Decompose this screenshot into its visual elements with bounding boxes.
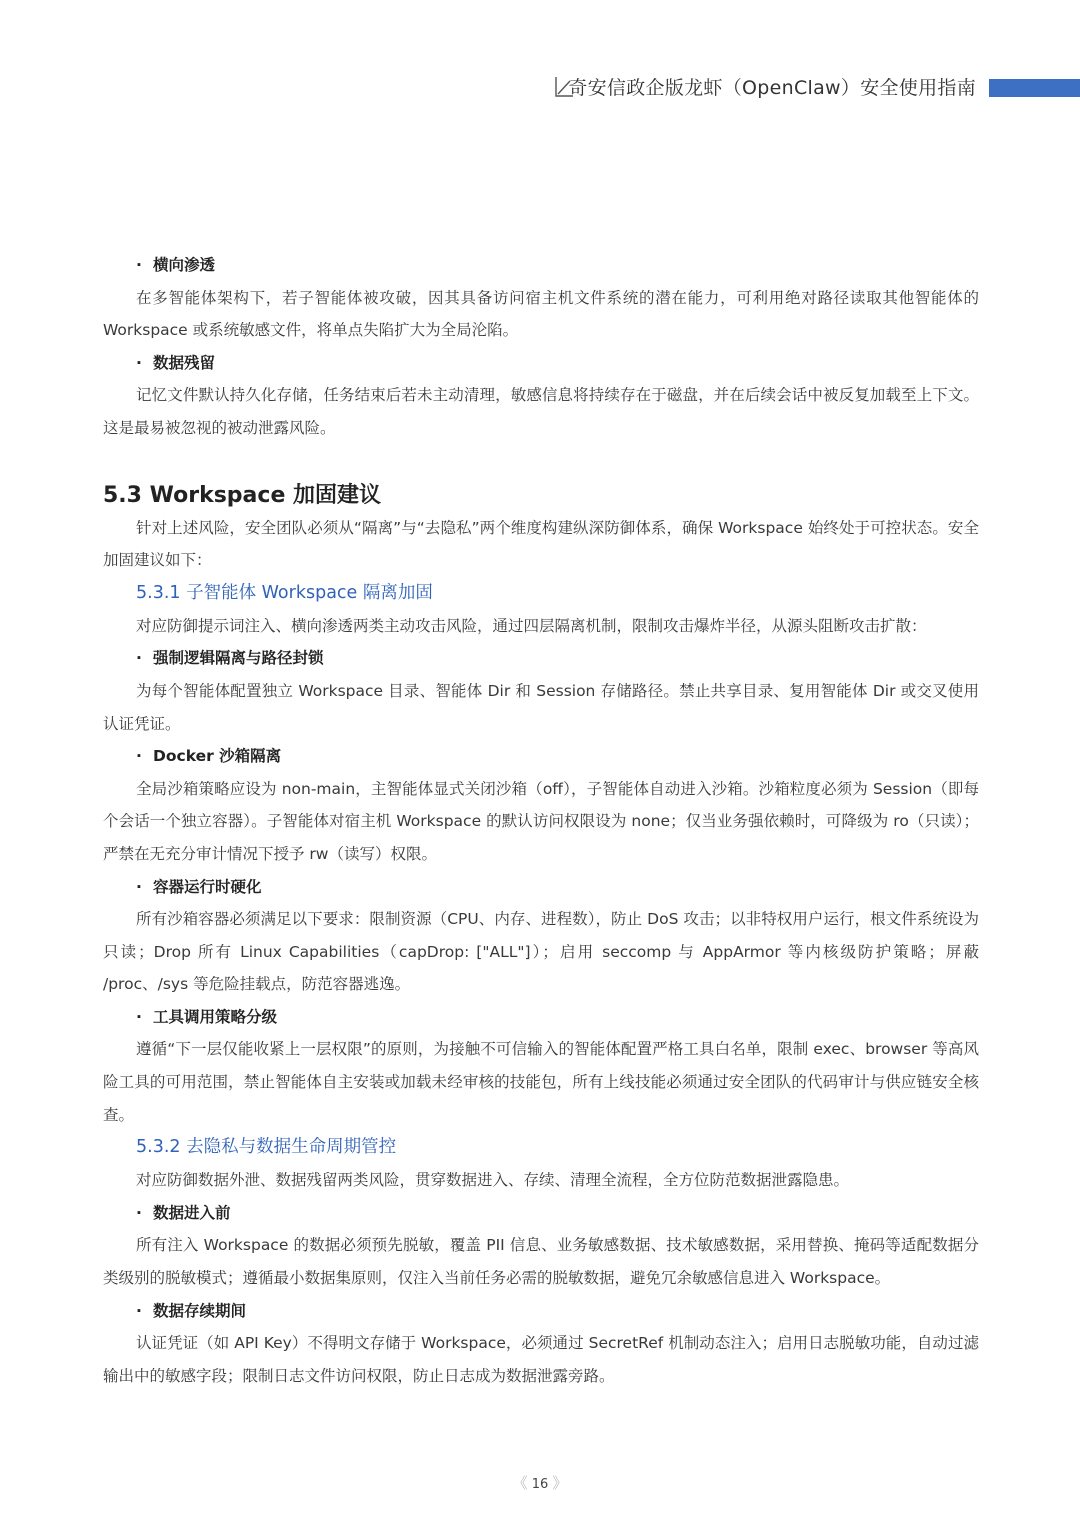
section-heading-5-3: 5.3 Workspace 加固建议 — [103, 482, 382, 508]
bullet-heading-text: 强制逻辑隔离与路径封锁 — [153, 649, 324, 668]
bullet-heading-text: Docker 沙箱隔离 — [153, 747, 282, 766]
page-content — [103, 249, 979, 1392]
page-number: 16 — [531, 1477, 549, 1492]
section-intro: 针对上述风险，安全团队必须从“隔离”与“去隐私”两个维度构建纵深防御体系，确保 Workspace 始终处于可控状态。安全加固建议如下： — [103, 518, 979, 570]
bullet-heading: · 数据残留 — [136, 353, 216, 372]
paragraph: 遵循“下一层仅能收紧上一层权限”的原则，为接触不可信输入的智能体配置严格工具白名单，限制 exec、browser 等高风险工具的可用范围，禁止智能体自主安装或加载未经审核的技能包，所有上线技能必须通过安全团队的代码审计与供应链安全核查。 — [103, 1040, 979, 1124]
bullet-heading: · Docker 沙箱隔离 — [136, 747, 282, 766]
page-footer — [0, 1472, 1080, 1496]
bullet-heading: · 数据进入前 — [136, 1203, 231, 1222]
header-accent-bar — [989, 79, 1080, 97]
bullet-heading: · 工具调用策略分级 — [136, 1007, 278, 1026]
page-header — [0, 74, 1080, 104]
paragraph: 为每个智能体配置独立 Workspace 目录、智能体 Dir 和 Session 存储路径。禁止共享目录、复用智能体 Dir 或交叉使用认证凭证。 — [103, 681, 979, 733]
paragraph: 所有沙箱容器必须满足以下要求：限制资源（CPU、内存、进程数），防止 DoS 攻击；以非特权用户运行，根文件系统设为只读；Drop 所有 Linux Capabilities（capDrop: ["ALL"]）；启用 seccomp 与 AppArmor 等内核级防护策略；屏蔽 /proc、/sys 等危险挂载点，防范容器逃逸。 — [103, 910, 979, 994]
bullet-heading-text: 横向渗透 — [153, 256, 216, 274]
bullet-heading: · 数据存续期间 — [136, 1301, 247, 1320]
bullet-heading: · 强制逻辑隔离与路径封锁 — [136, 649, 324, 668]
bullet-heading: · 横向渗透 — [136, 256, 216, 274]
paragraph: 全局沙箱策略应设为 non-main，主智能体显式关闭沙箱（off），子智能体自动进入沙箱。沙箱粒度必须为 Session（即每个会话一个独立容器）。子智能体对宿主机 Workspace 的默认访问权限设为 none；仅当业务强依赖时，可降级为 ro（只读）；严禁在无充分审计情况下授予 rw（读写）权限。 — [103, 779, 979, 863]
subsection-heading-5-3-1: 5.3.1 子智能体 Workspace 隔离加固 — [136, 582, 433, 603]
subsection-intro: 对应防御提示词注入、横向渗透两类主动攻击风险，通过四层隔离机制，限制攻击爆炸半径，从源头阻断攻击扩散： — [136, 616, 927, 635]
paragraph: 所有注入 Workspace 的数据必须预先脱敏，覆盖 PII 信息、业务敏感数据、技术敏感数据，采用替换、掩码等适配数据分类级别的脱敏模式；遵循最小数据集原则，仅注入当前任务必需的脱敏数据，避免冗余敏感信息进入 Workspace。 — [103, 1236, 979, 1288]
paragraph: 记忆文件默认持久化存储，任务结束后若未主动清理，敏感信息将持续存在于磁盘，并在后续会话中被反复加载至上下文。这是最易被忽视的被动泄露风险。 — [103, 386, 979, 437]
bullet-heading-text: 工具调用策略分级 — [153, 1007, 278, 1026]
bullet-heading: · 容器运行时硬化 — [136, 877, 262, 896]
bullet-heading-text: 容器运行时硬化 — [153, 877, 262, 896]
subsection-heading-5-3-2: 5.3.2 去隐私与数据生命周期管控 — [136, 1137, 397, 1158]
document-title: 奇安信政企版龙虾（OpenClaw）安全使用指南 — [568, 77, 976, 99]
bullet-heading-text: 数据进入前 — [153, 1203, 231, 1222]
bullet-heading-text: 数据残留 — [153, 353, 216, 372]
page-number-left-bracket: 《 — [512, 1474, 528, 1492]
bullet-heading-text: 数据存续期间 — [153, 1301, 247, 1320]
page-number-right-bracket: 》 — [552, 1474, 568, 1492]
paragraph: 在多智能体架构下，若子智能体被攻破，因其具备访问宿主机文件系统的潜在能力，可利用绝对路径读取其他智能体的 Workspace 或系统敏感文件，将单点失陷扩大为全局沦陷。 — [103, 288, 979, 340]
subsection-intro: 对应防御数据外泄、数据残留两类风险，贯穿数据进入、存续、清理全流程，全方位防范数据泄露隐患。 — [136, 1171, 850, 1190]
paragraph: 认证凭证（如 API Key）不得明文存储于 Workspace，必须通过 SecretRef 机制动态注入；启用日志脱敏功能，自动过滤输出中的敏感字段；限制日志文件访问权限，防止日志成为数据泄露旁路。 — [103, 1334, 979, 1385]
